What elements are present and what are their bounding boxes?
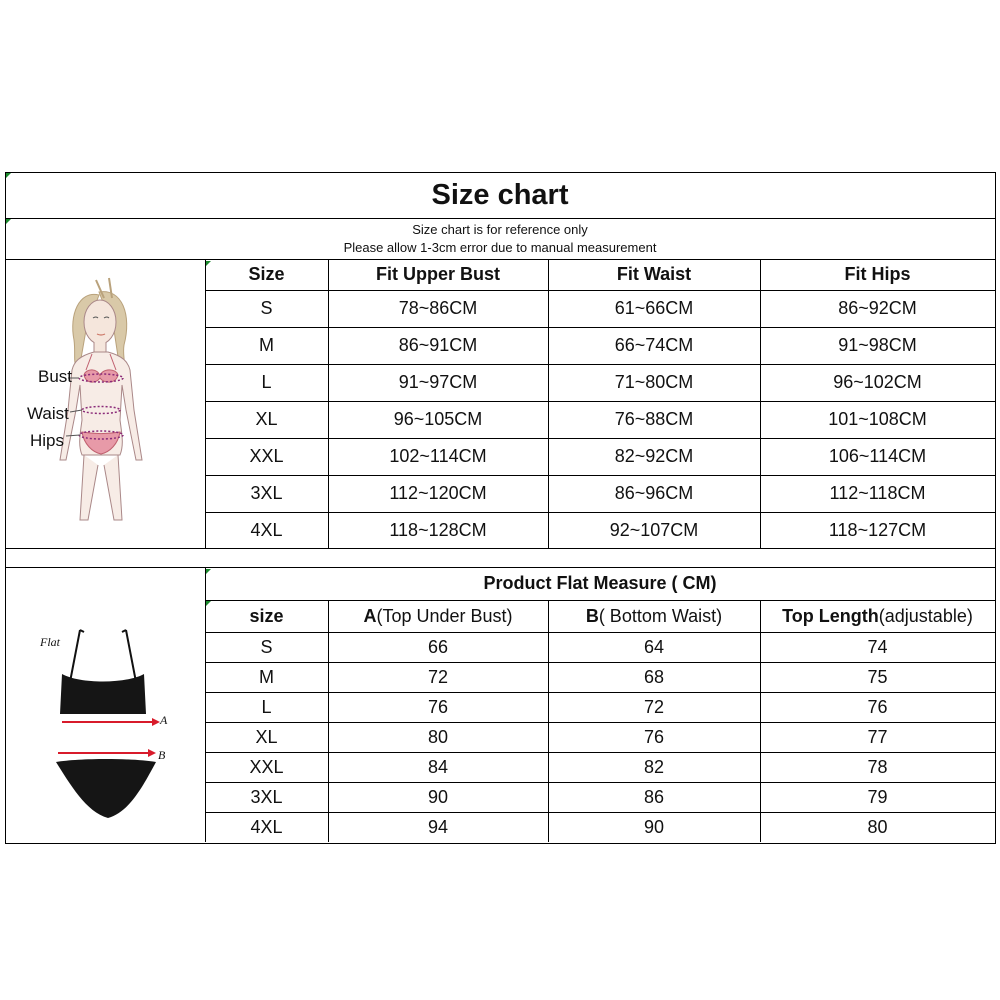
table1-cell: 112~120CM bbox=[389, 483, 487, 503]
table2-cell: 72 bbox=[643, 696, 665, 717]
table1-cell: 4XL bbox=[250, 520, 283, 540]
header-key: A bbox=[363, 605, 377, 626]
table1-cell: 78~86CM bbox=[398, 298, 478, 318]
table1-cell: 76~88CM bbox=[614, 409, 694, 429]
table1-cell: XL bbox=[255, 409, 278, 429]
model-illustration bbox=[24, 270, 194, 535]
table2-cell: 77 bbox=[867, 726, 888, 747]
table1-cell: 102~114CM bbox=[389, 446, 487, 466]
table1-cell: 96~105CM bbox=[393, 409, 483, 429]
table2-cell: 3XL bbox=[250, 786, 283, 807]
table2-cell: 72 bbox=[427, 666, 449, 687]
table2-cell: S bbox=[260, 636, 273, 657]
table1-cell: 66~74CM bbox=[614, 335, 694, 355]
table2-cell: 68 bbox=[643, 666, 665, 687]
fit-waist-header: Fit Waist bbox=[616, 264, 692, 284]
header-desc: ( Bottom Waist) bbox=[598, 605, 723, 626]
table1-cell: 86~96CM bbox=[614, 483, 694, 503]
a-top-under-bust-header bbox=[328, 600, 548, 632]
table2-cell: 78 bbox=[867, 756, 888, 777]
table1-cell: 96~102CM bbox=[833, 372, 922, 392]
table1-cell: 3XL bbox=[250, 483, 283, 503]
flat-swimsuit-illustration bbox=[40, 622, 180, 827]
table1-cell: 71~80CM bbox=[614, 372, 694, 392]
top-length-header bbox=[760, 600, 995, 632]
table1-cell: 61~66CM bbox=[614, 298, 694, 318]
size-header-2: size bbox=[249, 605, 284, 626]
note-line-2: Please allow 1-3cm error due to manual measurement bbox=[343, 240, 657, 255]
header-key: B bbox=[585, 605, 599, 626]
header-desc: (Top Under Bust) bbox=[376, 605, 513, 626]
a-label: A bbox=[160, 713, 168, 727]
note-line-1: Size chart is for reference only bbox=[412, 222, 588, 237]
header-desc: (adjustable) bbox=[878, 605, 973, 626]
table2-cell: 94 bbox=[427, 816, 449, 837]
table2-cell: XXL bbox=[249, 756, 284, 777]
table2-cell: 64 bbox=[643, 636, 665, 657]
b-label: B bbox=[158, 748, 166, 762]
flat-measure-title: Product Flat Measure ( CM) bbox=[483, 573, 717, 593]
table1-cell: 118~128CM bbox=[389, 520, 487, 540]
table2-cell: 90 bbox=[643, 816, 665, 837]
table2-cell: 4XL bbox=[250, 816, 283, 837]
table2-cell: M bbox=[259, 666, 274, 687]
page-title: Size chart bbox=[431, 178, 569, 211]
table1-cell: 92~107CM bbox=[609, 520, 699, 540]
table1-cell: 82~92CM bbox=[614, 446, 694, 466]
table2-cell: 76 bbox=[867, 696, 888, 717]
waist-label: Waist bbox=[27, 404, 69, 423]
table1-cell: 86~92CM bbox=[838, 298, 917, 318]
table1-cell: S bbox=[260, 298, 273, 318]
flat-label: Flat bbox=[40, 635, 60, 649]
table2-cell: 75 bbox=[867, 666, 888, 687]
size-header: Size bbox=[248, 264, 285, 284]
table1-cell: 101~108CM bbox=[828, 409, 927, 429]
table1-cell: L bbox=[261, 372, 272, 392]
fit-hips-header: Fit Hips bbox=[844, 264, 911, 284]
table2-cell: 76 bbox=[427, 696, 449, 717]
table1-cell: 106~114CM bbox=[828, 446, 927, 466]
table2-cell: XL bbox=[255, 726, 278, 747]
table2-cell: L bbox=[261, 696, 272, 717]
fit-upper-bust-header: Fit Upper Bust bbox=[376, 264, 500, 284]
b-bottom-waist-header bbox=[548, 600, 760, 632]
table2-cell: 84 bbox=[427, 756, 449, 777]
bust-label: Bust bbox=[38, 367, 73, 386]
header-key: Top Length bbox=[782, 605, 879, 626]
table1-cell: M bbox=[259, 335, 274, 355]
table1-cell: 91~97CM bbox=[398, 372, 478, 392]
table2-cell: 80 bbox=[867, 816, 888, 837]
table1-cell: 118~127CM bbox=[828, 520, 927, 540]
table2-cell: 86 bbox=[643, 786, 665, 807]
table2-cell: 74 bbox=[867, 636, 888, 657]
table1-cell: 112~118CM bbox=[829, 483, 926, 503]
table1-cell: XXL bbox=[249, 446, 284, 466]
table2-cell: 90 bbox=[427, 786, 449, 807]
table2-cell: 79 bbox=[867, 786, 888, 807]
table2-cell: 80 bbox=[427, 726, 449, 747]
table2-cell: 76 bbox=[643, 726, 665, 747]
table1-cell: 86~91CM bbox=[398, 335, 478, 355]
table2-cell: 66 bbox=[427, 636, 449, 657]
table1-cell: 91~98CM bbox=[838, 335, 917, 355]
table2-cell: 82 bbox=[643, 756, 665, 777]
hips-label: Hips bbox=[30, 431, 65, 450]
